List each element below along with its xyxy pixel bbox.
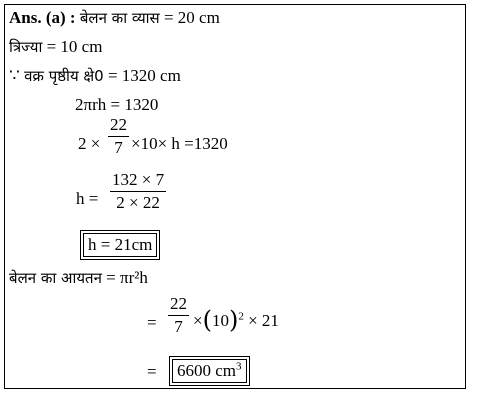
times-symbol: × <box>193 311 203 330</box>
eq6-pre: h = <box>76 189 99 208</box>
fraction-22-7-volume <box>168 294 189 337</box>
volume-label: बेलन का आयतन <box>9 269 102 287</box>
paren-value: 10 <box>211 311 229 330</box>
result-volume-box <box>172 359 247 383</box>
fraction-numerator: 22 <box>108 115 129 137</box>
fraction-denominator: 2 × 22 <box>116 193 160 212</box>
eq10-pre: = <box>147 362 157 381</box>
radius-label: त्रिज्या <box>9 38 43 56</box>
fraction-132x7-over-2x22 <box>110 170 166 213</box>
eq9-tail: × 21 <box>248 311 279 330</box>
volume-exponent: 3 <box>236 360 242 373</box>
eq5-post: ×10× h =1320 <box>131 134 228 153</box>
volume-line <box>9 268 148 288</box>
fraction-numerator: 132 × 7 <box>110 170 166 192</box>
radius-value: = 10 cm <box>46 37 103 56</box>
diameter-label: बेलन का व्यास <box>79 9 160 27</box>
curved-surface-label: वक्र पृष्ठीय क्षे0 <box>24 67 104 85</box>
eq9-pre: = <box>147 313 157 332</box>
answer-line-diameter <box>9 8 220 28</box>
result-height-box: h = 21cm <box>83 233 157 257</box>
paren-close: ) <box>228 306 239 334</box>
volume-formula: = πr²h <box>106 268 148 287</box>
fraction-denominator: 7 <box>174 317 183 336</box>
paren-open: ( <box>202 306 212 334</box>
answer-label: Ans. (a) : <box>9 8 76 27</box>
curved-surface-line <box>9 66 181 86</box>
fraction-numerator: 22 <box>168 294 189 316</box>
eq5-pre: 2 × <box>78 134 101 153</box>
eq9-post <box>193 306 279 334</box>
diameter-value: = 20 cm <box>163 8 220 27</box>
fraction-22-7 <box>108 115 129 158</box>
fraction-denominator: 7 <box>114 138 123 157</box>
volume-result: 6600 cm <box>177 361 237 380</box>
curved-surface-value: = 1320 cm <box>107 66 181 85</box>
exponent: 2 <box>238 310 244 323</box>
because-symbol: ∵ <box>9 66 20 85</box>
equation-2pirh: 2πrh = 1320 <box>75 95 159 114</box>
radius-line <box>9 37 102 57</box>
